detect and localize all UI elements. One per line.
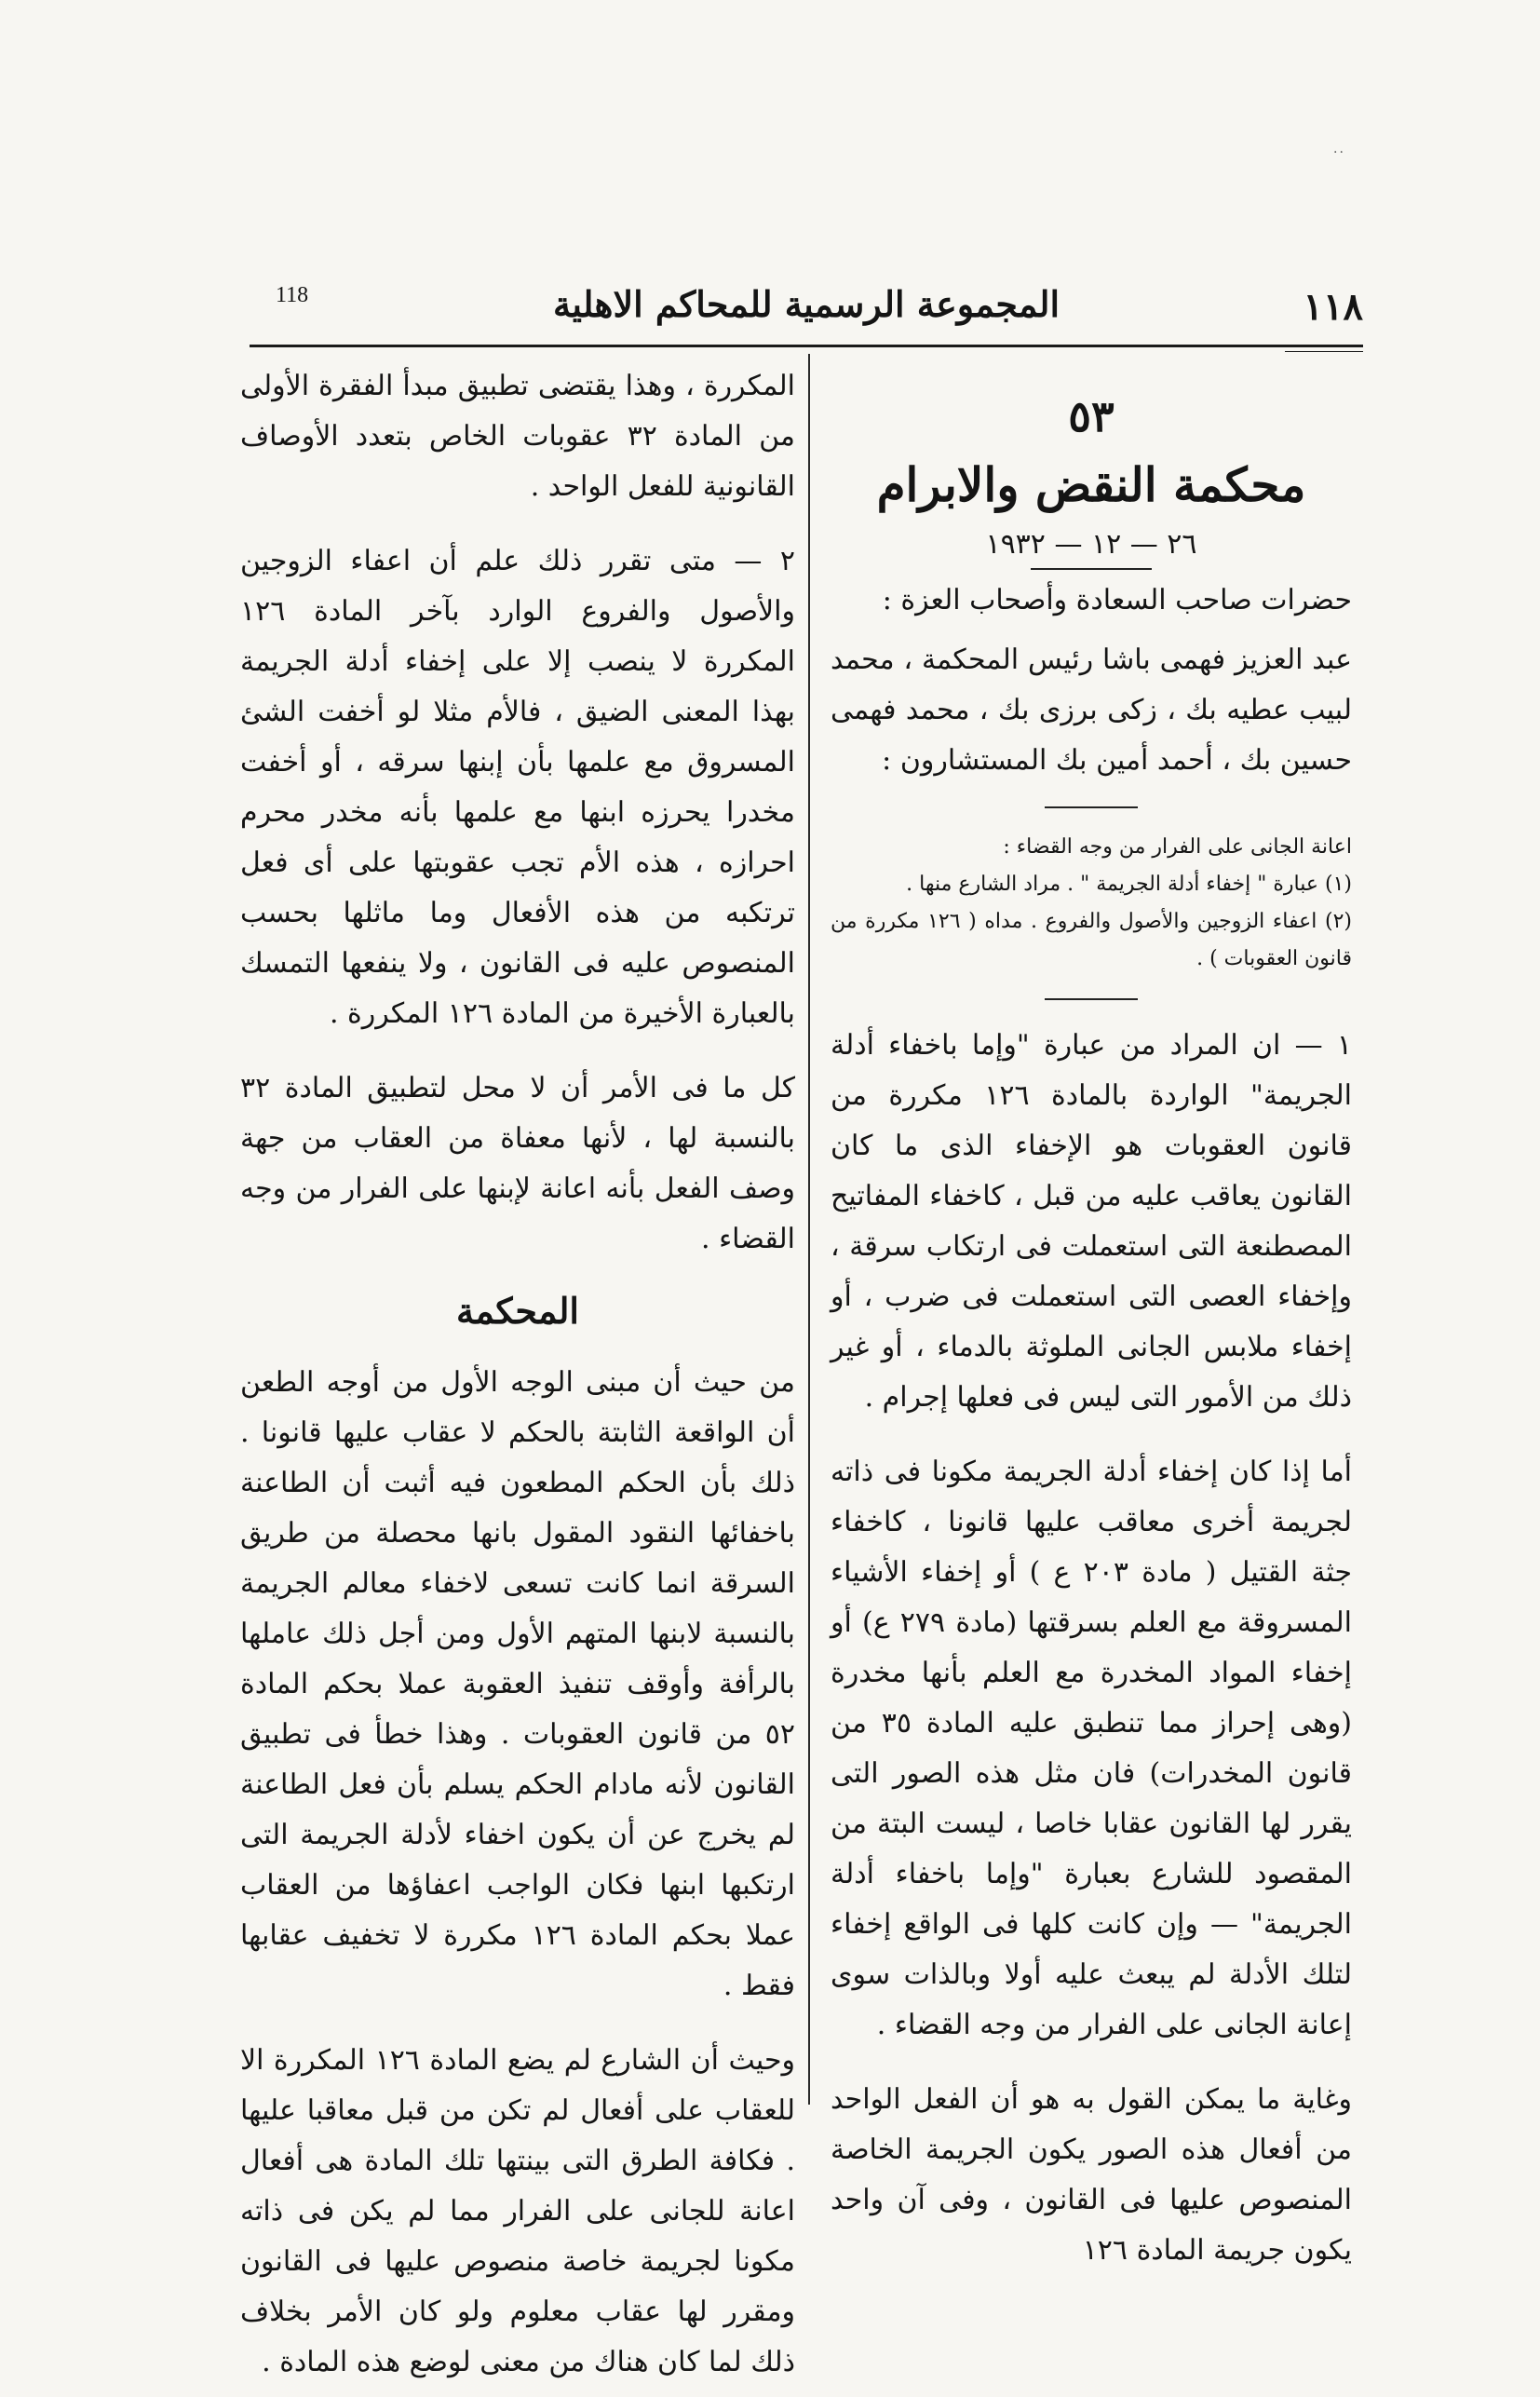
case-date: ٢٦ — ١٢ — ١٩٣٢: [985, 528, 1197, 561]
continuation-paragraph: المكررة ، وهذا يقتضى تطبيق مبدأ الفقرة الأولى من المادة ٣٢ عقوبات الخاص بتعدد الأوصاف القانونية للفعل الواحد .: [240, 370, 795, 503]
summary-item-1: (١) عبارة " إخفاء أدلة الجريمة " . مراد الشارع منها .: [906, 873, 1352, 896]
date-rule: [1031, 568, 1152, 570]
left-column: [240, 361, 795, 2397]
judgment-paragraph-2: وحيث أن الشارع لم يضع المادة ١٢٦ المكررة الا للعقاب على أفعال لم تكن من قبل معاقبا عليها . فكافة الطرق التى بينتها تلك المادة هى أفعال اعانة للجانى على الفرار مما لم يكن فى ذاته مكونا لجريمة خاصة منصوص عليها فى القانون ومقرر لها عقاب معلوم ولو كان الأمر بخلاف ذلك لما كان هناك من معنى لوضع هذه المادة .: [240, 2044, 795, 2378]
principle-paragraph-3: وغاية ما يمكن القول به هو أن الفعل الواحد من أفعال هذه الصور يكون الجريمة الخاصة المنصوص عليها فى القانون ، وفى آن واحد يكون جريمة المادة ١٢٦: [831, 2083, 1352, 2267]
summary-rule-bottom: [1045, 998, 1138, 1000]
judges-list: عبد العزيز فهمى باشا رئيس المحكمة ، محمد لبيب عطيه بك ، زكى برزى بك ، محمد فهمى حسين بك ، أحمد أمين بك المستشارون :: [831, 643, 1352, 777]
page-number-latin: 118: [276, 283, 309, 307]
page-number-arabic: ١١٨: [1303, 285, 1363, 329]
principle-paragraph-4: ٢ — متى تقرر ذلك علم أن اعفاء الزوجين والأصول والفروع الوارد بآخر المادة ١٢٦ المكررة لا ينصب إلا على إخفاء أدلة الجريمة بهذا المعنى الضيق ، فالأم مثلا لو أخفت الشئ المسروق مع علمها بأن إبنها سرقه ، أو أخفت مخدرا يحرزه ابنها مع علمها بأنه مخدر محرم احرازه ، هذه الأم تجب عقوبتها على أى فعل ترتكبه من هذه الأفعال وما ماثلها بحسب المنصوص عليه فى القانون ، ولا ينفعها التمسك بالعبارة الأخيرة من المادة ١٢٦ المكررة .: [240, 545, 795, 1030]
right-column: [831, 367, 1352, 2285]
running-title: المجموعة الرسمية للمحاكم الاهلية: [552, 283, 1060, 325]
header-rule: [250, 345, 1363, 347]
case-number: ٥٣: [1068, 391, 1114, 441]
summary-item-2: (٢) اعفاء الزوجين والأصول والفروع . مداه ( ١٢٦ مكررة من قانون العقوبات ) .: [831, 910, 1353, 970]
principle-paragraph-1: ١ — ان المراد من عبارة "وإما باخفاء أدلة الجريمة" الواردة بالمادة ١٢٦ مكررة من قانون العقوبات هو الإخفاء الذى ما كان القانون يعاقب عليه من قبل ، كاخفاء المفاتيح المصطنعة التى استعملت فى ارتكاب سرقة ، وإخفاء العصى التى استعملت فى ضرب ، أو إخفاء ملابس الجانى الملوثة بالدماء ، أو غير ذلك من الأمور التى ليس فى فعلها إجرام .: [831, 1029, 1352, 1414]
summary-rule-top: [1045, 806, 1138, 808]
page-header: [250, 278, 1363, 333]
principle-paragraph-5: كل ما فى الأمر أن لا محل لتطبيق المادة ٣٢ بالنسبة لها ، لأنها معفاة من العقاب من جهة وصف الفعل بأنه اعانة لإبنها على الفرار من وجه القضاء .: [240, 1072, 795, 1255]
judgment-paragraph-1: من حيث أن مبنى الوجه الأول من أوجه الطعن أن الواقعة الثابتة بالحكم لا عقاب عليها قانونا . ذلك بأن الحكم المطعون فيه أثبت أن الطاعنة باخفائها النقود المقول بانها محصلة من طريق السرقة انما كانت تسعى لاخفاء معالم الجريمة بالنسبة لابنها المتهم الأول ومن أجل ذلك عاملها بالرأفة وأوقف تنفيذ العقوبة عملا بحكم المادة ٥٢ من قانون العقوبات . وهذا خطأ فى تطبيق القانون لأنه مادام الحكم يسلم بأن فعل الطاعنة لم يخرج عن أن يكون اخفاء لأدلة الجريمة التى ارتكبها ابنها فكان الواجب اعفاؤها من العقاب عملا بحكم المادة ١٢٦ مكررة لا تخفيف عقابها فقط .: [240, 1366, 795, 2002]
case-summary: [831, 829, 1352, 978]
summary-heading: اعانة الجانى على الفرار من وجه القضاء :: [1003, 835, 1352, 859]
court-section-title: المحكمة: [456, 1290, 579, 1332]
principle-paragraph-2: أما إذا كان إخفاء أدلة الجريمة مكونا فى ذاته لجريمة أخرى معاقب عليها قانونا ، كاخفاء جثة القتيل ( مادة ٢٠٣ ع ) أو إخفاء الأشياء المسروقة مع العلم بسرقتها (مادة ٢٧٩ ع) أو إخفاء المواد المخدرة مع العلم بأنها مخدرة (وهى إحراز مما تنطبق عليه المادة ٣٥ من قانون المخدرات) فان مثل هذه الصور التى يقرر لها القانون عقابا خاصا ، ليست البتة من المقصود للشارع بعبارة "وإما باخفاء أدلة الجريمة" — وإن كانت كلها فى الواقع إخفاء لتلك الأدلة لم يبعث عليه أولا وبالذات سوى إعانة الجانى على الفرار من وجه القضاء .: [831, 1456, 1353, 2041]
column-divider: [808, 354, 810, 2105]
court-name: محكمة النقض والابرام: [876, 457, 1306, 512]
top-mark: ..: [1333, 142, 1345, 156]
opening-line: حضرات صاحب السعادة وأصحاب العزة :: [882, 584, 1352, 616]
header-rule-short: [1285, 351, 1363, 352]
